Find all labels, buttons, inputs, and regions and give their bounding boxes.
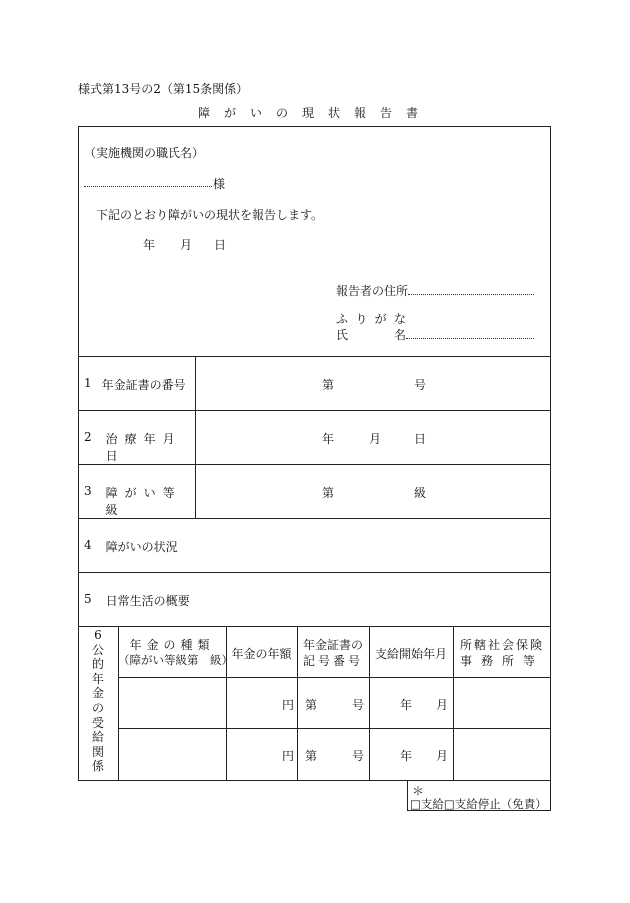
row-4-label: 4 障がいの状況 [84,538,178,554]
header-pension-type: 年金の種類 [129,638,215,652]
row2-dai: 第 [305,749,318,763]
date-month-label: 月 [180,238,193,252]
name-line [406,338,534,339]
row-2-year: 年 [322,432,335,446]
date-day-label: 日 [214,238,227,252]
sama-label: 様 [213,177,226,191]
row1-month: 月 [436,698,449,712]
header-office-line2: 事務所等 [459,654,544,668]
reporter-address-line [408,294,534,295]
header-cert-line1: 年金証書の [302,638,363,652]
statement-text: 下記のとおり障がいの現状を報告します。 [96,208,324,222]
document-title: 障がいの現状報告書 [197,106,432,120]
row-1-label: 1 年金証書の番号 [84,376,186,392]
form-number: 様式第13号の2（第15条関係） [78,82,249,96]
header-pension-type-grade: （障がい等級第 級） [118,653,233,667]
row1-yen: 円 [282,698,295,712]
row-5-label: 5 日常生活の概要 [84,592,190,608]
row2-yen: 円 [282,749,295,763]
row2-year: 年 [400,749,413,763]
header-start-date: 支給開始年月 [374,647,447,661]
row-2-day: 日 [414,432,427,446]
header-cert-line2: 記号番号 [302,654,363,668]
row-2-label: 2 治療年月日 [84,430,182,463]
row-3-dai: 第 [322,486,335,500]
header-annual-amount: 年金の年額 [231,647,292,661]
addressee-label: （実施機関の職氏名） [84,146,205,160]
row-1-go: 号 [414,378,427,392]
furigana-label: ふ り が な [336,312,406,326]
office-use-asterisk: ＊ [412,784,425,798]
date-year-label: 年 [143,238,156,252]
row-2-month: 月 [369,432,382,446]
row1-dai: 第 [305,698,318,712]
row-1-dai: 第 [322,378,335,392]
row-3-kyu: 級 [414,486,427,500]
office-use-options: □支給□支給停止（免責） [410,797,547,811]
reporter-address-label: 報告者の住所 [336,284,409,298]
row1-go: 号 [352,698,365,712]
addressee-line [84,186,212,187]
header-office-line1: 所轄社会保険 [459,638,544,652]
row1-year: 年 [400,698,413,712]
pension-side-label: 6 公 的 年 金 の 受 給 関 係 [91,628,104,774]
row2-go: 号 [352,749,365,763]
row2-month: 月 [436,749,449,763]
row-3-label: 3 障がい等級 [84,484,182,517]
name-label: 氏 名 [336,328,406,342]
